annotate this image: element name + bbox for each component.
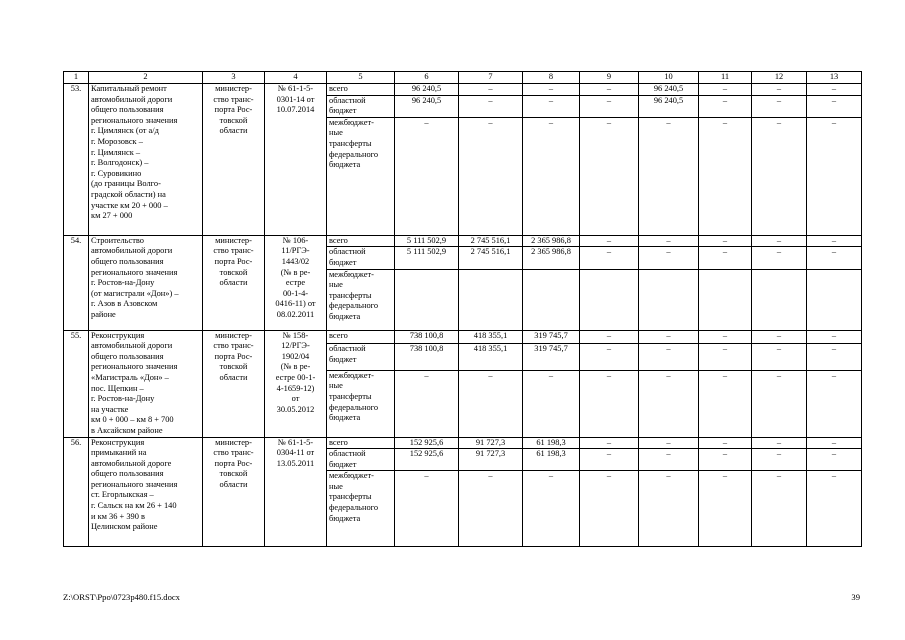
column-header: 7 [459, 72, 523, 84]
amount-cell: – [699, 95, 752, 117]
document-reference: № 106- 11/РГЭ- 1443/02 (№ в ре- естре 00-1-4- 0416-11) от 08.02.2011 [265, 235, 327, 330]
amount-cell [699, 269, 752, 330]
amount-cell [459, 269, 523, 330]
amount-cell: 738 100,8 [395, 344, 459, 370]
amount-cell: 2 745 516,1 [459, 247, 523, 269]
amount-cell: – [459, 84, 523, 96]
table-row [64, 330, 862, 344]
funding-source: областной бюджет [327, 344, 395, 370]
funding-source: всего [327, 330, 395, 344]
amount-cell: – [395, 471, 459, 547]
amount-cell: – [752, 84, 807, 96]
amount-cell: 96 240,5 [395, 84, 459, 96]
amount-cell: – [639, 235, 699, 247]
amount-cell: – [580, 344, 639, 370]
footer-page-number: 39 [851, 592, 860, 602]
funding-source: межбюджет- ные трансферты федерального бюджета [327, 471, 395, 547]
column-header: 9 [580, 72, 639, 84]
funding-source: межбюджет- ные трансферты федерального бюджета [327, 370, 395, 437]
column-header: 10 [639, 72, 699, 84]
column-header: 8 [523, 72, 580, 84]
amount-cell: – [639, 437, 699, 449]
amount-cell: – [807, 437, 862, 449]
column-number-header-row [64, 72, 862, 84]
amount-cell: – [699, 370, 752, 437]
amount-cell: – [580, 84, 639, 96]
amount-cell [580, 269, 639, 330]
amount-cell: – [580, 449, 639, 471]
amount-cell: 61 198,3 [523, 449, 580, 471]
amount-cell: – [807, 235, 862, 247]
amount-cell [807, 269, 862, 330]
amount-cell: 91 727,3 [459, 437, 523, 449]
funding-source: областной бюджет [327, 449, 395, 471]
amount-cell: – [459, 370, 523, 437]
amount-cell: 738 100,8 [395, 330, 459, 344]
object-name: Реконструкция автомобильной дороги общего пользования регионального значения «Магистраль «Дон» – пос. Щепкин – г. Ростов-на-Дону на участке км 0 + 000 – км 8 + 700 в Аксайском районе [89, 330, 203, 437]
amount-cell: – [580, 437, 639, 449]
amount-cell: 96 240,5 [639, 95, 699, 117]
amount-cell: 319 745,7 [523, 330, 580, 344]
amount-cell: 2 365 986,8 [523, 235, 580, 247]
amount-cell: – [523, 370, 580, 437]
document-table-area [63, 71, 861, 581]
amount-cell: – [752, 370, 807, 437]
column-header: 3 [203, 72, 265, 84]
responsible-organization: министер- ство транс- порта Рос- товской области [203, 437, 265, 547]
amount-cell: – [752, 449, 807, 471]
amount-cell: – [807, 370, 862, 437]
amount-cell: 96 240,5 [395, 95, 459, 117]
object-name: Реконструкция примыканий на автомобильной дороге общего пользования регионального значения ст. Егорлыкская – г. Сальск на км 26 + 140 и км 36 + 390 в Целинском районе [89, 437, 203, 547]
table-row [64, 437, 862, 449]
amount-cell: – [699, 117, 752, 235]
column-header: 1 [64, 72, 89, 84]
amount-cell: – [523, 95, 580, 117]
funding-source: всего [327, 84, 395, 96]
amount-cell: – [807, 117, 862, 235]
row-number: 55. [64, 330, 89, 437]
amount-cell: – [580, 247, 639, 269]
amount-cell: – [580, 370, 639, 437]
amount-cell: – [752, 330, 807, 344]
amount-cell: – [523, 471, 580, 547]
column-header: 11 [699, 72, 752, 84]
amount-cell: – [807, 247, 862, 269]
row-number: 56. [64, 437, 89, 547]
amount-cell: 2 365 986,8 [523, 247, 580, 269]
amount-cell: – [459, 95, 523, 117]
column-header: 5 [327, 72, 395, 84]
amount-cell: – [580, 95, 639, 117]
document-reference: № 61-1-5- 0304-11 от 13.05.2011 [265, 437, 327, 547]
amount-cell: – [699, 235, 752, 247]
amount-cell: – [807, 330, 862, 344]
amount-cell: – [752, 235, 807, 247]
amount-cell: – [752, 437, 807, 449]
amount-cell: 2 745 516,1 [459, 235, 523, 247]
budget-table [63, 71, 862, 547]
amount-cell: – [699, 449, 752, 471]
column-header: 13 [807, 72, 862, 84]
amount-cell [523, 269, 580, 330]
amount-cell: 61 198,3 [523, 437, 580, 449]
amount-cell: – [580, 330, 639, 344]
amount-cell: – [459, 117, 523, 235]
amount-cell: – [699, 330, 752, 344]
amount-cell: – [807, 95, 862, 117]
amount-cell: – [699, 471, 752, 547]
amount-cell: – [639, 330, 699, 344]
amount-cell: 152 925,6 [395, 437, 459, 449]
amount-cell: – [807, 84, 862, 96]
responsible-organization: министер- ство транс- порта Рос- товской области [203, 84, 265, 236]
amount-cell: – [523, 84, 580, 96]
column-header: 12 [752, 72, 807, 84]
row-number: 54. [64, 235, 89, 330]
column-header: 6 [395, 72, 459, 84]
amount-cell: 418 355,1 [459, 344, 523, 370]
amount-cell: – [752, 95, 807, 117]
amount-cell: – [580, 471, 639, 547]
amount-cell: – [752, 344, 807, 370]
amount-cell: – [699, 247, 752, 269]
amount-cell: – [523, 117, 580, 235]
amount-cell [395, 269, 459, 330]
amount-cell: 5 111 502,9 [395, 235, 459, 247]
amount-cell: – [639, 117, 699, 235]
amount-cell: 418 355,1 [459, 330, 523, 344]
column-header: 2 [89, 72, 203, 84]
amount-cell: – [699, 437, 752, 449]
amount-cell [752, 269, 807, 330]
amount-cell: – [639, 370, 699, 437]
funding-source: межбюджет- ные трансферты федерального бюджета [327, 269, 395, 330]
column-header: 4 [265, 72, 327, 84]
amount-cell: – [639, 247, 699, 269]
amount-cell: – [459, 471, 523, 547]
amount-cell: – [580, 117, 639, 235]
amount-cell: 96 240,5 [639, 84, 699, 96]
amount-cell: – [580, 235, 639, 247]
amount-cell: – [752, 471, 807, 547]
table-row [64, 235, 862, 247]
amount-cell: – [395, 117, 459, 235]
amount-cell: 91 727,3 [459, 449, 523, 471]
footer-file-path: Z:\ORST\Ppo\0723p480.f15.docx [63, 592, 180, 602]
object-name: Строительство автомобильной дороги общего пользования регионального значения г. Ростов-на-Дону (от магистрали «Дон») – г. Азов в Азовском районе [89, 235, 203, 330]
amount-cell: – [807, 344, 862, 370]
funding-source: областной бюджет [327, 247, 395, 269]
responsible-organization: министер- ство транс- порта Рос- товской области [203, 330, 265, 437]
amount-cell: – [395, 370, 459, 437]
amount-cell: – [639, 449, 699, 471]
amount-cell: – [807, 471, 862, 547]
amount-cell: – [699, 344, 752, 370]
object-name: Капитальный ремонт автомобильной дороги общего пользования регионального значения г. Цимлянск (от а/д г. Морозовск – г. Цимлянск – г. Волгодонск) – г. Суровикино (до границы Волго- градской области) на участке км 20 + 000 – км 27 + 000 [89, 84, 203, 236]
funding-source: всего [327, 437, 395, 449]
document-reference: № 158- 12/РГЭ- 1902/04 (№ в ре- естре 00-1- 4-1659-12) от 30.05.2012 [265, 330, 327, 437]
amount-cell: – [807, 449, 862, 471]
amount-cell: 5 111 502,9 [395, 247, 459, 269]
funding-source: областной бюджет [327, 95, 395, 117]
funding-source: всего [327, 235, 395, 247]
document-reference: № 61-1-5- 0301-14 от 10.07.2014 [265, 84, 327, 236]
amount-cell: – [699, 84, 752, 96]
amount-cell: – [639, 344, 699, 370]
funding-source: межбюджет- ные трансферты федерального бюджета [327, 117, 395, 235]
amount-cell: – [639, 471, 699, 547]
amount-cell: 319 745,7 [523, 344, 580, 370]
responsible-organization: министер- ство транс- порта Рос- товской области [203, 235, 265, 330]
amount-cell: – [752, 247, 807, 269]
amount-cell: 152 925,6 [395, 449, 459, 471]
row-number: 53. [64, 84, 89, 236]
amount-cell: – [752, 117, 807, 235]
table-row [64, 84, 862, 96]
amount-cell [639, 269, 699, 330]
